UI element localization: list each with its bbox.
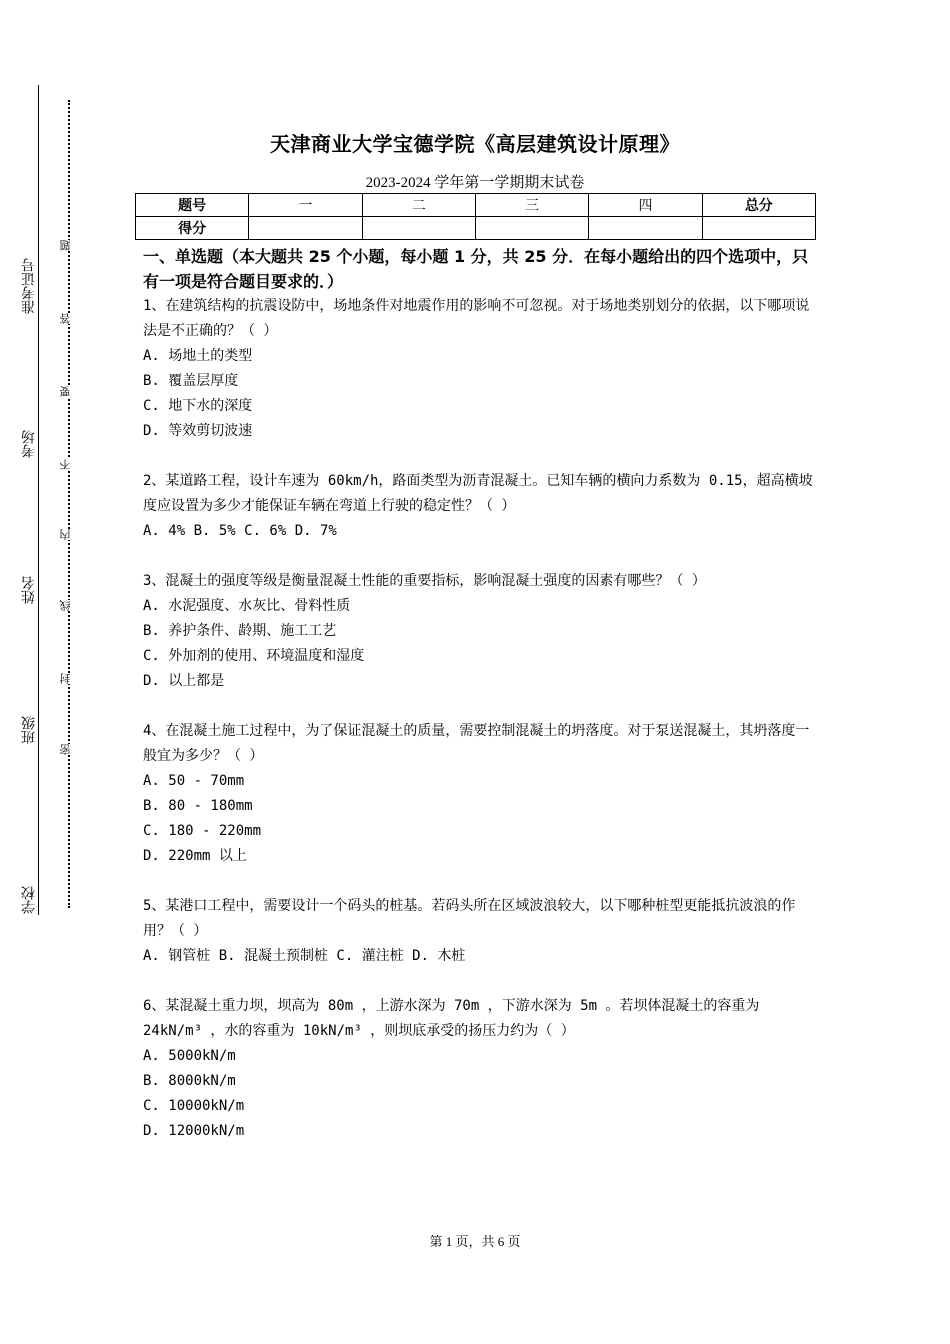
question-stem: 6、某混凝土重力坝，坝高为 80m ，上游水深为 70m ，下游水深为 5m 。若坝体混凝土的容重为 24kN/m³ ，水的容重为 10kN/m³ ，则坝底承受的扬压力约为（ ） <box>143 998 760 1039</box>
seal-char: 内 <box>60 529 76 540</box>
binding-line <box>38 85 39 915</box>
seal-char: 封 <box>60 673 76 684</box>
option-d[interactable]: D. 以上都是 <box>143 673 225 689</box>
option-d[interactable]: D. 220mm 以上 <box>143 848 247 864</box>
score-table <box>135 193 816 240</box>
option-c[interactable]: C. 180 - 220mm <box>143 823 262 839</box>
question-stem: 2、某道路工程，设计车速为 60km/h，路面类型为沥青混凝土。已知车辆的横向力系数为 0.15，超高横坡度应设置为多少才能保证车辆在弯道上行驶的稳定性？（ ） <box>143 473 813 514</box>
seal-char: 答 <box>60 313 76 324</box>
score-header-cell: 二 <box>362 194 475 217</box>
page-footer: 第 1 页，共 6 页 <box>429 1234 521 1249</box>
question-5 <box>143 894 813 969</box>
option-b[interactable]: B. 80 - 180mm <box>143 798 253 814</box>
option-line[interactable]: A. 4% B. 5% C. 6% D. 7% <box>143 523 337 539</box>
score-cell[interactable] <box>249 217 362 240</box>
option-a[interactable]: A. 场地土的类型 <box>143 348 253 364</box>
option-b[interactable]: B. 养护条件、龄期、施工工艺 <box>143 623 337 639</box>
score-cell[interactable] <box>589 217 702 240</box>
score-table-score-row <box>136 217 816 240</box>
score-header-cell: 总分 <box>702 194 815 217</box>
option-c[interactable]: C. 10000kN/m <box>143 1098 245 1114</box>
option-d[interactable]: D. 等效剪切波速 <box>143 423 253 439</box>
score-cell[interactable] <box>475 217 588 240</box>
field-label-name: 姓名 <box>21 576 37 604</box>
field-label-school: 学校 <box>21 886 37 914</box>
option-c[interactable]: C. 外加剂的使用、环境温度和湿度 <box>143 648 365 664</box>
section-heading: 一、单选题（本大题共 25 个小题，每小题 1 分，共 25 分．在每小题给出的四个选项中，只有一项是符合题目要求的．） <box>143 247 809 291</box>
question-3 <box>143 569 813 694</box>
question-stem: 1、在建筑结构的抗震设防中，场地条件对地震作用的影响不可忽视。对于场地类别划分的依据，以下哪项说法是不正确的？（ ） <box>143 298 810 339</box>
seal-char: 线 <box>60 600 76 611</box>
question-4 <box>143 719 813 869</box>
score-row-label: 得分 <box>136 217 249 240</box>
question-stem: 5、某港口工程中，需要设计一个码头的桩基。若码头所在区域波浪较大，以下哪种桩型更能抵抗波浪的作用？（ ） <box>143 898 796 939</box>
question-2 <box>143 469 813 544</box>
field-label-class: 班级 <box>21 716 37 744</box>
score-header-cell: 一 <box>249 194 362 217</box>
score-header-cell: 题号 <box>136 194 249 217</box>
score-cell[interactable] <box>702 217 815 240</box>
exam-subtitle: 2023-2024 学年第一学期期末试卷 <box>365 175 585 191</box>
question-stem: 4、在混凝土施工过程中，为了保证混凝土的质量，需要控制混凝土的坍落度。对于泵送混凝土，其坍落度一般宜为多少？（ ） <box>143 723 810 764</box>
seal-dotted-line <box>68 100 70 908</box>
score-table-header-row <box>136 194 816 217</box>
seal-char: 题 <box>60 240 76 251</box>
seal-char: 不 <box>60 459 76 470</box>
field-label-exam-room: 考场 <box>21 430 37 458</box>
option-b[interactable]: B. 覆盖层厚度 <box>143 373 239 389</box>
question-6 <box>143 994 813 1144</box>
field-label-exam-id: 准考证号 <box>21 258 37 314</box>
option-a[interactable]: A. 5000kN/m <box>143 1048 236 1064</box>
option-d[interactable]: D. 12000kN/m <box>143 1123 245 1139</box>
score-header-cell: 四 <box>589 194 702 217</box>
option-line[interactable]: A. 钢管桩 B. 混凝土预制桩 C. 灌注桩 D. 木桩 <box>143 948 466 964</box>
option-a[interactable]: A. 水泥强度、水灰比、骨料性质 <box>143 598 351 614</box>
exam-title: 天津商业大学宝德学院《高层建筑设计原理》 <box>270 132 680 156</box>
seal-char: 密 <box>60 744 76 755</box>
option-c[interactable]: C. 地下水的深度 <box>143 398 253 414</box>
score-cell[interactable] <box>362 217 475 240</box>
question-list <box>143 294 813 1169</box>
option-a[interactable]: A. 50 - 70mm <box>143 773 245 789</box>
seal-char: 要 <box>60 386 76 397</box>
score-header-cell: 三 <box>475 194 588 217</box>
option-b[interactable]: B. 8000kN/m <box>143 1073 236 1089</box>
question-stem: 3、混凝土的强度等级是衡量混凝土性能的重要指标，影响混凝土强度的因素有哪些？（ ） <box>143 573 706 589</box>
question-1 <box>143 294 813 444</box>
